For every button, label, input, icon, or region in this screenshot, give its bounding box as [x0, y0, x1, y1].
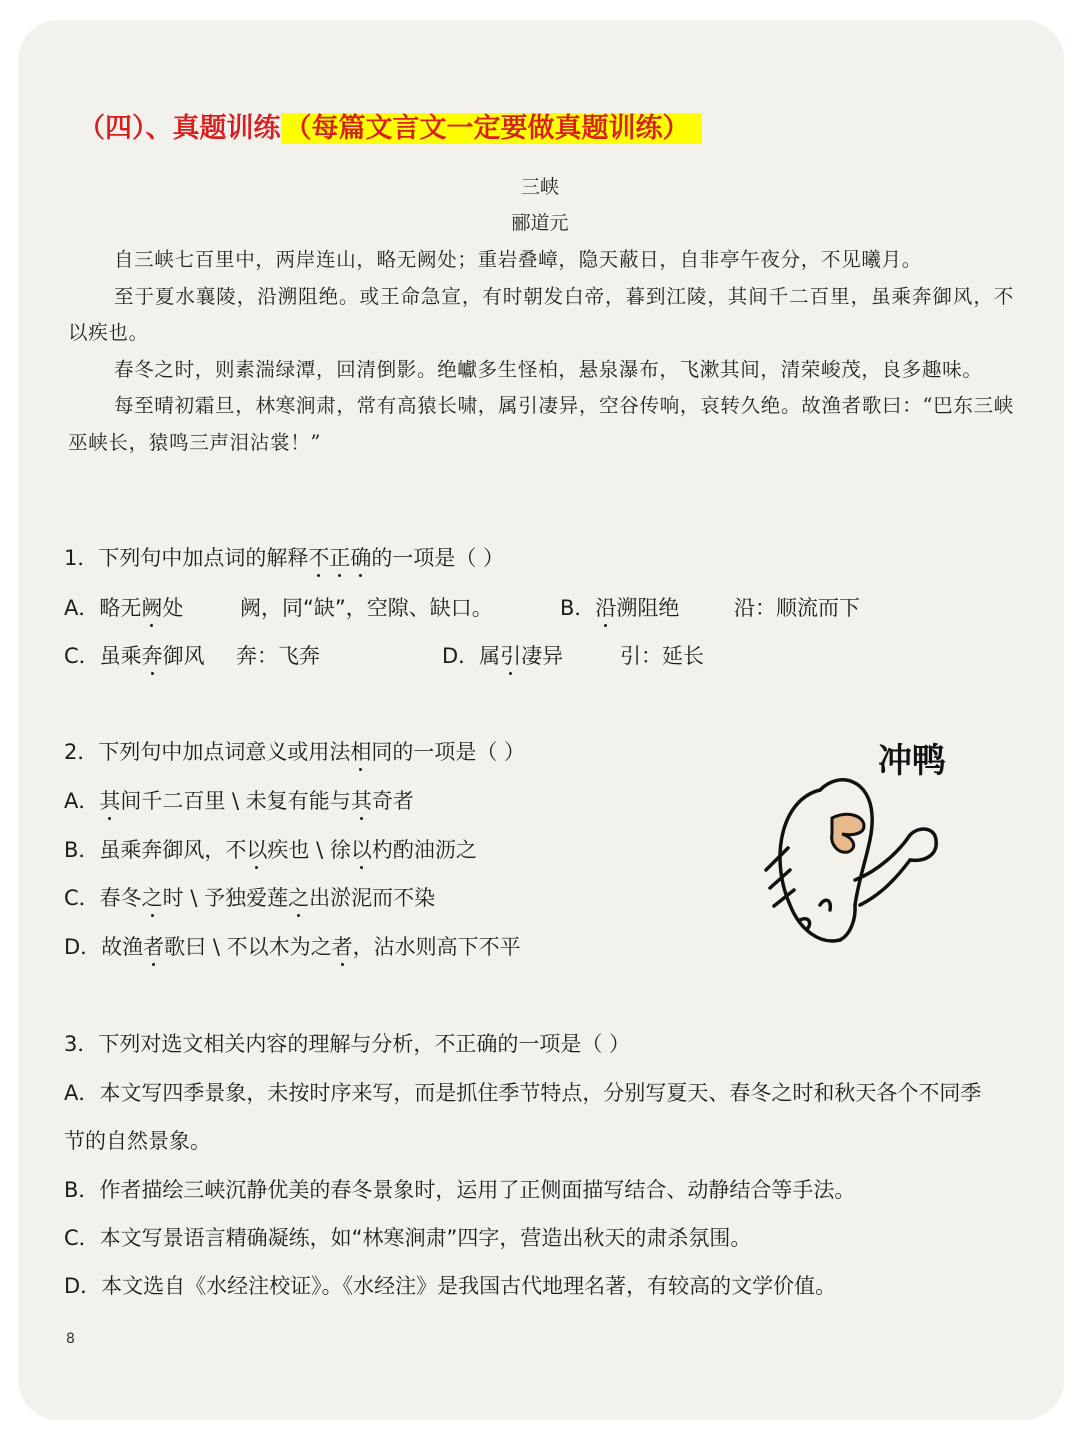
- passage-text: [68, 242, 1014, 462]
- q1-stem-text: 1．下列句中加点词的解释: [64, 546, 309, 570]
- q2-option-d: [64, 931, 521, 961]
- q1-a-tail: 处: [162, 596, 184, 620]
- q1-option-c-explanation: 奔：飞奔: [236, 644, 320, 668]
- passage-author: 郦道元: [511, 212, 569, 234]
- q2-option-b: [64, 834, 477, 864]
- q3-option-c: C．本文写景语言精确凝练，如“林寒涧肃”四字，营造出秋天的肃杀氛围。: [64, 1226, 752, 1250]
- q2-c-dotted: 之: [142, 882, 163, 912]
- q1-c-dotted: 奔: [142, 640, 163, 670]
- q2-b-text: 杓酌油沥之: [371, 838, 477, 862]
- q1-option-d-explanation: 引：延长: [620, 644, 704, 668]
- q1-option-c: [64, 640, 205, 670]
- sticker-text: 冲鸭: [878, 741, 946, 781]
- page-number: 8: [66, 1331, 75, 1347]
- q1-option-a: [64, 592, 183, 622]
- q2-stem-dotted: 相: [350, 736, 371, 766]
- q2-b-dotted: 以: [351, 834, 372, 864]
- q2-c-text: C．春冬: [64, 886, 142, 910]
- q2-stem-tail: 同的一项是（ ）: [371, 740, 526, 764]
- q2-d-text: 歌曰 \ 不以木为之: [164, 935, 332, 959]
- duck-sticker-illustration: [760, 730, 980, 960]
- q2-c-text: 时 \ 予独爱莲: [162, 886, 289, 910]
- passage-title: 三峡: [520, 176, 559, 198]
- q3-option-d: D．本文选自《水经注校证》。《水经注》是我国古代地理名著，有较高的文学价值。: [64, 1274, 837, 1298]
- q1-stem-tail: 的一项是（ ）: [371, 546, 505, 570]
- q3-option-b: B．作者描绘三峡沉静优美的春冬景象时，运用了正侧面描写结合、动静结合等手法。: [64, 1178, 856, 1202]
- q2-a-text: 奇者: [371, 789, 414, 813]
- q1-b-tail: 溯阻绝: [616, 596, 680, 620]
- passage-paragraph: 自三峡七百里中，两岸连山，略无阙处；重岩叠嶂，隐天蔽日，自非亭午夜分，不见曦月。: [114, 248, 923, 271]
- q1-b-dotted: 沿: [595, 592, 616, 622]
- q1-d-dotted: 引: [500, 640, 521, 670]
- q2-a-dotted: 其: [351, 785, 372, 815]
- q3-option-a: A．本文写四季景象，未按时序来写，而是抓住季节特点，分别写夏天、春冬之时和秋天各个不同季: [64, 1081, 982, 1105]
- q1-a-label: A．略无: [64, 596, 142, 620]
- heading-prefix: （四）、真题训练: [78, 113, 281, 144]
- q1-stem-dotted: 确: [350, 542, 371, 572]
- q2-stem: [64, 736, 525, 766]
- q2-a-text: 间千二百里 \ 未复有能与: [120, 789, 351, 813]
- q1-a-dotted: 阙: [141, 592, 162, 622]
- q2-d-dotted: 者: [332, 931, 353, 961]
- q2-option-c: [64, 882, 435, 912]
- passage-paragraph: 每至晴初霜旦，林寒涧肃，常有高猿长啸，属引凄异，空谷传响，哀转久绝。故渔者歌曰：“巴东三峡巫峡长，猿鸣三声泪沾裳！”: [68, 394, 1014, 454]
- q1-option-b-explanation: 沿：顺流而下: [734, 596, 860, 620]
- q2-d-dotted: 者: [143, 931, 164, 961]
- q2-a-dotted: 其: [99, 785, 120, 815]
- q2-b-text: B．虽乘奔御风，不: [64, 838, 247, 862]
- q2-a-text: A．: [64, 789, 100, 813]
- passage-paragraph: 至于夏水襄陵，沿溯阻绝。或王命急宣，有时朝发白帝，暮到江陵，其间千二百里，虽乘奔御风，不以疾也。: [68, 284, 1014, 345]
- q1-b-label: B．: [560, 596, 596, 620]
- section-heading: [78, 108, 702, 150]
- q2-c-text: 出淤泥而不染: [309, 886, 436, 910]
- q1-d-label: D．属: [442, 644, 501, 668]
- q2-b-dotted: 以: [246, 834, 267, 864]
- q1-stem-dotted: 不: [308, 542, 329, 572]
- q3-stem: 3．下列对选文相关内容的理解与分析，不正确的一项是（ ）: [64, 1032, 631, 1056]
- q3-option-a-continued: 节的自然景象。: [64, 1129, 211, 1153]
- q1-c-label: C．虽乘: [64, 644, 142, 668]
- q2-stem-text: 2．下列句中加点词意义或用法: [64, 740, 351, 764]
- q1-stem: [64, 542, 504, 572]
- q2-d-text: D．故渔: [64, 935, 144, 959]
- q2-c-dotted: 之: [288, 882, 309, 912]
- q1-option-a-explanation: 阙，同“缺”，空隙、缺口。: [240, 596, 493, 620]
- q1-option-b: [560, 592, 679, 622]
- q2-b-text: 疾也 \ 徐: [267, 838, 351, 862]
- q1-d-tail: 凄异: [521, 644, 564, 668]
- q1-option-d: [442, 640, 563, 670]
- q1-c-tail: 御风: [162, 644, 205, 668]
- passage-paragraph: 春冬之时，则素湍绿潭，回清倒影。绝巘多生怪柏，悬泉瀑布，飞漱其间，清荣峻茂，良多趣味。: [114, 357, 983, 381]
- heading-highlight: （每篇文言文一定要做真题训练）: [281, 113, 702, 144]
- q2-d-text: ，沾水则高下不平: [352, 935, 521, 959]
- q1-stem-dotted: 正: [329, 542, 350, 572]
- q2-option-a: [64, 785, 414, 815]
